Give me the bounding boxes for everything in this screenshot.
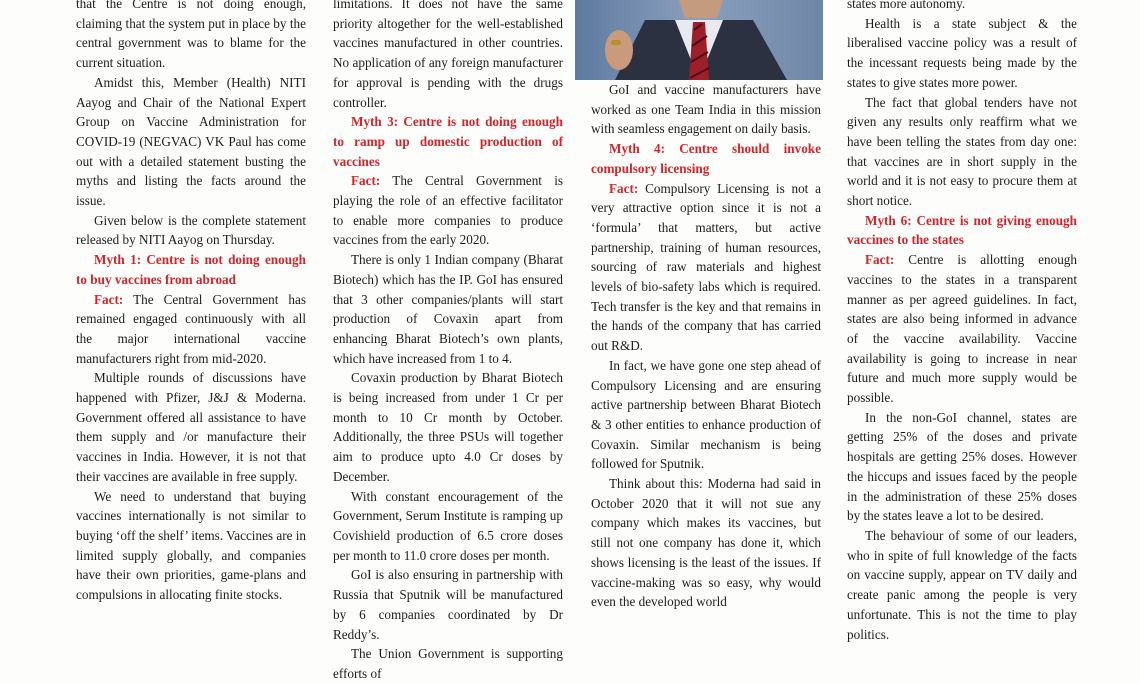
article-column-2 — [333, 0, 563, 684]
paragraph: Covaxin production by Bharat Biotech is being increased from under 1 Cr per month to 10 Cr month by October. Additionally, the three PSUs will together aim to produce upto 4.0 Cr doses by December. — [333, 370, 563, 484]
fact-paragraph — [76, 290, 306, 369]
myth-heading: Myth 6: Centre is not giving enough vaccines to the states — [847, 212, 1077, 248]
paragraph: that the Centre is not doing enough, claiming that the system put in place by the central government was to blame for the current situation. — [76, 0, 306, 71]
myth-heading: Myth 1: Centre is not doing enough to buy vaccines from abroad — [76, 252, 306, 287]
myth-heading: Myth 3: Centre is not doing enough to ramp up domestic production of vaccines — [333, 114, 563, 169]
paragraph: GoI and vaccine manufacturers have worked as one Team India in this mission with seamless engagement on daily basis. — [591, 82, 821, 137]
paragraph: limitations. It does not have the same priority altogether for the well-established vaccines manufactured in other countries. No application of any foreign manufacturer for approval is pending with the drugs controller. — [333, 0, 563, 110]
paragraph: Health is a state subject & the liberalised vaccine policy was a result of the incessant requests being made by the states to give states more power. — [847, 15, 1077, 90]
paragraph: In fact, we have gone one step ahead of Compulsory Licensing and are ensuring active partnership between Bharat Biotech & 3 other entities to enhance production of Covaxin. Similar mechanism is being followed for Sputnik. — [591, 357, 821, 472]
paragraph: Amidst this, Member (Health) NITI Aayog and Chair of the National Expert Group on Vaccine Administration for COVID-19 (NEGVAC) VK Paul has come out with a detailed statement busting the myths and listing the facts around the issue. — [76, 74, 306, 209]
fact-paragraph — [591, 179, 821, 356]
article-column-4 — [847, 0, 1077, 644]
paragraph: Given below is the complete statement released by NITI Aayog on Thursday. — [76, 212, 306, 248]
fact-label: Fact: — [94, 291, 124, 307]
fact-label: Fact: — [351, 173, 381, 189]
fact-text: The Central Government is playing the role of an effective facilitator to enable more companies to produce vaccines from the early 2020. — [333, 173, 563, 248]
paragraph: The Union Government is supporting efforts of — [333, 646, 563, 681]
paragraph: GoI is also ensuring in partnership with Russia that Sputnik will be manufactured by 6 companies coordinated by Dr Reddy’s. — [333, 567, 563, 642]
article-column-3 — [591, 0, 821, 612]
paragraph: Multiple rounds of discussions have happened with Pfizer, J&J & Moderna. Government offered all assistance to have them supply and /or manufacture their vaccines in India. However, it is not that their vaccines are available in free supply. — [76, 370, 306, 484]
fact-label: Fact: — [609, 180, 639, 196]
fact-label: Fact: — [865, 252, 895, 268]
fact-text: The Central Government has remained engaged continuously with all the major international vaccine manufacturers right from mid-2020. — [76, 291, 306, 366]
paragraph: states more autonomy. — [847, 0, 966, 11]
myth-heading: Myth 4: Centre should invoke compulsory licensing — [591, 141, 821, 176]
paragraph: We need to understand that buying vaccines internationally is not similar to buying ‘off the shelf’ items. Vaccines are in limited supply globally, and companies have their own priorities, game-plans and compulsions in allocating finite stocks. — [76, 488, 306, 603]
fact-paragraph — [847, 250, 1077, 408]
paragraph: Think about this: Moderna had said in October 2020 that it will not sue any company which makes its vaccines, but still not one company has done it, which shows licensing is the least of the issues. If vaccine-making was so easy, why would even the developed world — [591, 476, 821, 610]
fact-text: Centre is allotting enough vaccines to the states in a transparent manner as per agreed guidelines. In fact, states are also being informed in advance of the vaccine availability. Vaccine availability is going to increase in near future and much more supply would be possible. — [847, 252, 1077, 406]
paragraph: With constant encouragement of the Government, Serum Institute is ramping up Covishield production of 6.5 crore doses per month to 11.0 crore doses per month. — [333, 488, 563, 563]
paragraph: The behaviour of some of our leaders, who in spite of full knowledge of the facts on vaccine supply, appear on TV daily and create panic among the people is very unfortunate. This is not the time to play politics. — [847, 527, 1077, 642]
fact-paragraph — [333, 171, 563, 250]
article-column-1 — [76, 0, 306, 605]
fact-text: Compulsory Licensing is not a very attractive option since it is not a ‘formula’ that matters, but active partnership, training of human resources, sourcing of raw materials and highest levels of bio-safety labs which is required. Tech transfer is the key and that remains in the hands of the company that has carried out R&D. — [591, 180, 821, 354]
paragraph: There is only 1 Indian company (Bharat Biotech) which has the IP. GoI has ensured that 3 other companies/plants will start production of Covaxin apart from enhancing Bharat Biotech’s own plants, which have increased from 1 to 4. — [333, 252, 563, 366]
paragraph: In the non-GoI channel, states are getting 25% of the doses and private hospitals are getting 25% doses. However the hiccups and issues faced by the people in the administration of these 25% doses by the states leave a lot to be desired. — [847, 409, 1077, 524]
paragraph: The fact that global tenders have not given any results only reaffirm what we have been telling the states from day one: that vaccines are in short supply in the world and it is not easy to procure them at short notice. — [847, 94, 1077, 209]
